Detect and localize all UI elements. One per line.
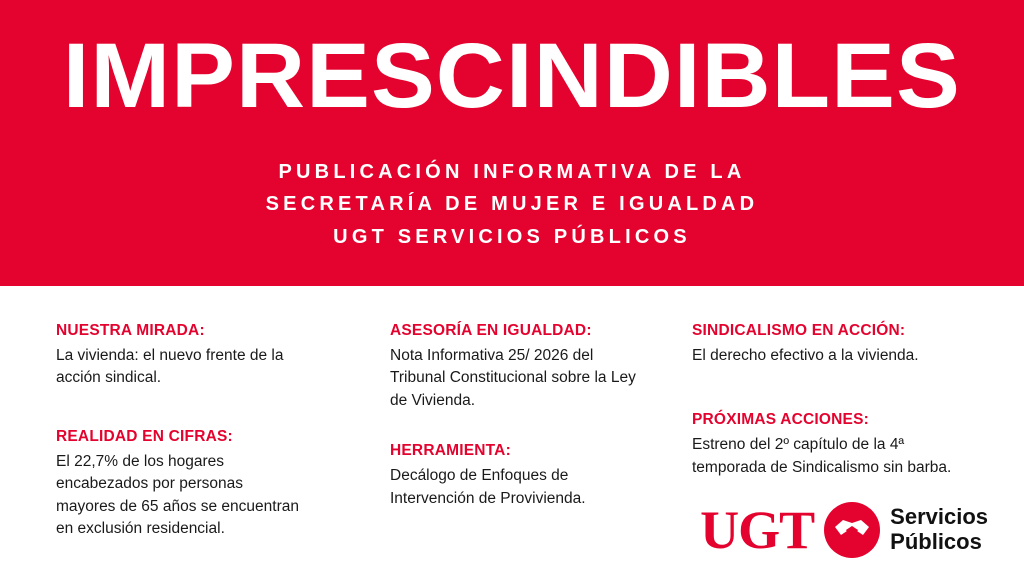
content-block (390, 322, 640, 412)
block-body: Estreno del 2º capítulo de la 4ª temporada de Sindicalismo sin barba. (692, 436, 952, 476)
block-body: El 22,7% de los hogares encabezados por personas mayores de 65 años se encuentran en exclusión residencial. (56, 452, 299, 538)
content-block (692, 411, 982, 479)
content-column-2 (390, 322, 640, 532)
logo-wordmark-line-2: Públicos (890, 529, 982, 554)
logo-acronym: UGT (700, 500, 815, 560)
block-heading: REALIDAD EN CIFRAS: (56, 427, 233, 445)
block-body: Nota Informativa 25/ 2026 del Tribunal Constitucional sobre la Ley de Vivienda. (390, 347, 636, 409)
content-block (390, 442, 640, 510)
content-column-1 (56, 322, 306, 563)
block-heading: ASESORÍA EN IGUALDAD: (390, 322, 592, 339)
publication-title: IMPRESCINDIBLES (62, 25, 962, 127)
header-banner (0, 0, 1024, 286)
content-block (692, 322, 982, 367)
content-block (56, 322, 306, 390)
block-body: El derecho efectivo a la vivienda. (692, 347, 919, 364)
ugt-logo (700, 502, 988, 558)
content-column-3 (692, 322, 982, 501)
subtitle-line-1: PUBLICACIÓN INFORMATIVA DE LA (278, 161, 746, 183)
subtitle-line-2: SECRETARÍA DE MUJER E IGUALDAD (265, 193, 759, 216)
subtitle-line-3: UGT SERVICIOS PÚBLICOS (333, 225, 691, 248)
content-block (56, 428, 306, 541)
handshake-icon (824, 502, 880, 558)
block-heading: PRÓXIMAS ACCIONES: (692, 411, 869, 429)
block-body: Decálogo de Enfoques de Intervención de Provivienda. (390, 467, 586, 507)
block-heading: HERRAMIENTA: (390, 442, 511, 460)
logo-wordmark (890, 505, 988, 554)
logo-wordmark-line-1: Servicios (890, 504, 988, 530)
block-body: La vivienda: el nuevo frente de la acción sindical. (56, 347, 284, 387)
block-heading: SINDICALISMO EN ACCIÓN: (692, 322, 906, 339)
publication-subtitle (266, 156, 759, 253)
block-heading: NUESTRA MIRADA: (56, 322, 205, 339)
